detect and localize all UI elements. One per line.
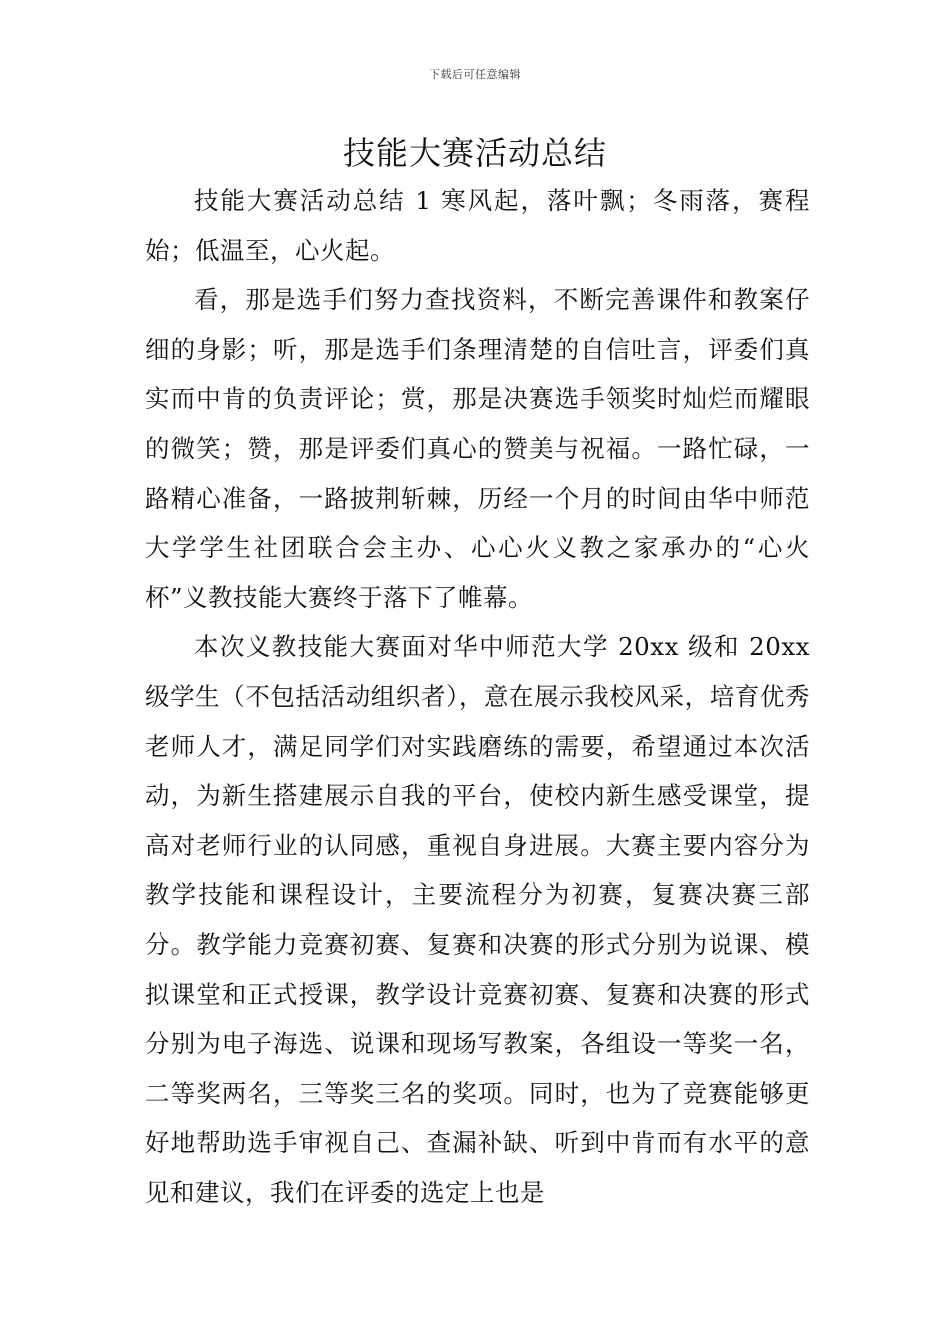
document-title: 技能大赛活动总结: [342, 134, 607, 172]
header-note: 下载后可任意编辑: [429, 68, 521, 81]
paragraph-1: 技能大赛活动总结 1 寒风起，落叶飘；冬雨落，赛程始；低温至，心火起。: [145, 186, 810, 265]
document-body: [145, 176, 810, 1217]
paragraph-3: 本次义教技能大赛面对华中师范大学 20xx 级和 20xx 级学生（不包括活动组织者），意在展示我校风采，培育优秀老师人才，满足同学们对实践磨练的需要，希望通过本次活动，为新生搭建展示自我的平台，使校内新生感受课堂，提高对老师行业的认同感，重视自身进展。大赛主要内容分为教学技能和课程设计，主要流程分为初赛，复赛决赛三部分。教学能力竞赛初赛、复赛和决赛的形式分别为说课、模拟课堂和正式授课，教学设计竞赛初赛、复赛和决赛的形式分别为电子海选、说课和现场写教案，各组设一等奖一名，二等奖两名，三等奖三名的奖项。同时，也为了竞赛能够更好地帮助选手审视自己、查漏补缺、听到中肯而有水平的意见和建议，我们在评委的选定上也是: [145, 632, 810, 1207]
paragraph-2: 看，那是选手们努力查找资料，不断完善课件和教案仔细的身影；听，那是选手们条理清楚的自信吐言，评委们真实而中肯的负责评论；赏，那是决赛选手领奖时灿烂而耀眼的微笑；赞，那是评委们真心的赞美与祝福。一路忙碌，一路精心准备，一路披荆斩棘，历经一个月的时间由华中师范大学学生社团联合会主办、心心火义教之家承办的“心火杯”义教技能大赛终于落下了帷幕。: [145, 285, 810, 612]
